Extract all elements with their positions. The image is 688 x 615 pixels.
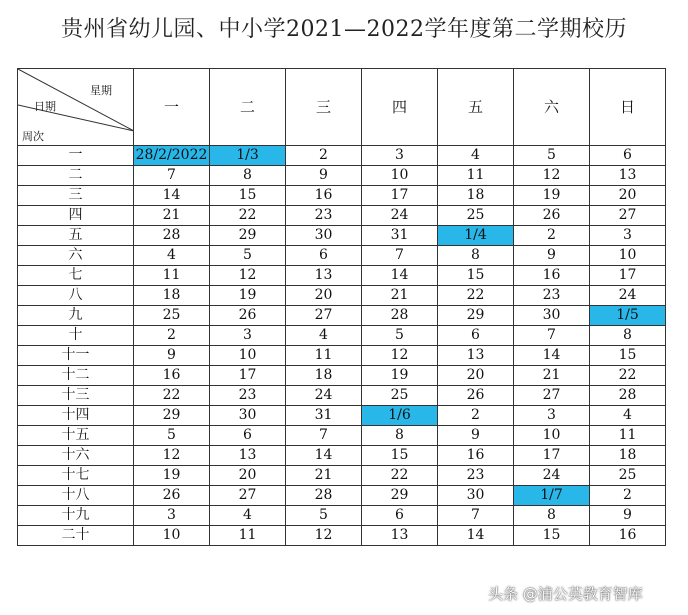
date-cell: 25 <box>134 306 210 326</box>
date-cell: 21 <box>134 206 210 226</box>
date-cell: 4 <box>134 246 210 266</box>
date-cell: 24 <box>590 286 666 306</box>
date-cell: 8 <box>210 166 286 186</box>
date-cell: 6 <box>286 246 362 266</box>
date-cell: 24 <box>514 466 590 486</box>
date-cell: 23 <box>210 386 286 406</box>
date-cell: 21 <box>286 466 362 486</box>
date-cell: 9 <box>514 246 590 266</box>
date-cell: 15 <box>514 526 590 546</box>
date-cell: 1/7 <box>514 486 590 506</box>
date-cell: 8 <box>362 426 438 446</box>
date-cell: 18 <box>286 366 362 386</box>
date-cell: 13 <box>286 266 362 286</box>
week-number-cell: 二十 <box>18 526 134 546</box>
date-cell: 25 <box>438 206 514 226</box>
date-cell: 10 <box>514 426 590 446</box>
date-cell: 4 <box>438 146 514 166</box>
date-cell: 18 <box>590 446 666 466</box>
date-cell: 2 <box>134 326 210 346</box>
date-cell: 28 <box>286 486 362 506</box>
date-cell: 12 <box>286 526 362 546</box>
date-cell: 27 <box>590 206 666 226</box>
date-cell: 30 <box>286 226 362 246</box>
date-cell: 13 <box>362 526 438 546</box>
date-cell: 29 <box>134 406 210 426</box>
date-cell: 26 <box>134 486 210 506</box>
week-number-cell: 十九 <box>18 506 134 526</box>
date-cell: 2 <box>514 226 590 246</box>
date-cell: 6 <box>210 426 286 446</box>
date-cell: 12 <box>210 266 286 286</box>
date-cell: 22 <box>362 466 438 486</box>
date-cell: 3 <box>590 226 666 246</box>
weekday-header-mon: 一 <box>134 69 210 146</box>
week-number-cell: 八 <box>18 286 134 306</box>
date-cell: 11 <box>590 426 666 446</box>
date-cell: 6 <box>590 146 666 166</box>
date-cell: 3 <box>514 406 590 426</box>
date-cell: 16 <box>438 446 514 466</box>
week-number-cell: 九 <box>18 306 134 326</box>
date-cell: 7 <box>134 166 210 186</box>
date-cell: 12 <box>362 346 438 366</box>
date-cell: 30 <box>514 306 590 326</box>
week-row <box>18 426 666 446</box>
date-cell: 5 <box>514 146 590 166</box>
week-number-cell: 七 <box>18 266 134 286</box>
date-cell: 1/5 <box>590 306 666 326</box>
date-cell: 27 <box>210 486 286 506</box>
week-row <box>18 406 666 426</box>
date-cell: 5 <box>286 506 362 526</box>
corner-label-weekday: 星期 <box>90 84 112 97</box>
date-cell: 22 <box>210 206 286 226</box>
date-cell: 9 <box>286 166 362 186</box>
date-cell: 15 <box>438 266 514 286</box>
date-cell: 25 <box>590 466 666 486</box>
week-number-cell: 十一 <box>18 346 134 366</box>
week-number-cell: 一 <box>18 146 134 166</box>
date-cell: 18 <box>134 286 210 306</box>
date-cell: 20 <box>438 366 514 386</box>
date-cell: 8 <box>514 506 590 526</box>
date-cell: 19 <box>210 286 286 306</box>
week-number-cell: 十 <box>18 326 134 346</box>
date-cell: 10 <box>590 246 666 266</box>
date-cell: 1/3 <box>210 146 286 166</box>
date-cell: 31 <box>362 226 438 246</box>
date-cell: 17 <box>590 266 666 286</box>
date-cell: 16 <box>134 366 210 386</box>
date-cell: 26 <box>210 306 286 326</box>
date-cell: 5 <box>362 326 438 346</box>
weekday-header-sun: 日 <box>590 69 666 146</box>
date-cell: 11 <box>286 346 362 366</box>
date-cell: 26 <box>438 386 514 406</box>
date-cell: 5 <box>210 246 286 266</box>
date-cell: 13 <box>438 346 514 366</box>
date-cell: 24 <box>362 206 438 226</box>
date-cell: 13 <box>210 446 286 466</box>
date-cell: 23 <box>514 286 590 306</box>
week-row <box>18 146 666 166</box>
school-calendar-table <box>17 68 666 546</box>
date-cell: 3 <box>134 506 210 526</box>
date-cell: 22 <box>438 286 514 306</box>
week-row <box>18 486 666 506</box>
week-number-cell: 六 <box>18 246 134 266</box>
date-cell: 2 <box>438 406 514 426</box>
date-cell: 14 <box>362 266 438 286</box>
date-cell: 15 <box>362 446 438 466</box>
date-cell: 9 <box>590 506 666 526</box>
date-cell: 14 <box>438 526 514 546</box>
date-cell: 28 <box>590 386 666 406</box>
date-cell: 15 <box>590 346 666 366</box>
date-cell: 10 <box>134 526 210 546</box>
date-cell: 21 <box>362 286 438 306</box>
week-row <box>18 346 666 366</box>
date-cell: 2 <box>286 146 362 166</box>
week-row <box>18 226 666 246</box>
date-cell: 20 <box>210 466 286 486</box>
date-cell: 8 <box>590 326 666 346</box>
date-cell: 19 <box>362 366 438 386</box>
week-row <box>18 186 666 206</box>
date-cell: 7 <box>438 506 514 526</box>
date-cell: 29 <box>438 306 514 326</box>
date-cell: 3 <box>210 326 286 346</box>
week-number-cell: 五 <box>18 226 134 246</box>
date-cell: 19 <box>514 186 590 206</box>
date-cell: 10 <box>362 166 438 186</box>
week-row <box>18 506 666 526</box>
date-cell: 26 <box>514 206 590 226</box>
week-row <box>18 446 666 466</box>
date-cell: 30 <box>438 486 514 506</box>
weekday-header-tue: 二 <box>210 69 286 146</box>
date-cell: 27 <box>286 306 362 326</box>
week-number-cell: 十二 <box>18 366 134 386</box>
date-cell: 5 <box>134 426 210 446</box>
week-row <box>18 286 666 306</box>
week-row <box>18 166 666 186</box>
corner-label-week: 周次 <box>22 130 44 143</box>
week-number-cell: 十六 <box>18 446 134 466</box>
date-cell: 11 <box>210 526 286 546</box>
date-cell: 19 <box>134 466 210 486</box>
date-cell: 1/4 <box>438 226 514 246</box>
date-cell: 1/6 <box>362 406 438 426</box>
date-cell: 20 <box>590 186 666 206</box>
date-cell: 12 <box>514 166 590 186</box>
week-number-cell: 二 <box>18 166 134 186</box>
date-cell: 16 <box>286 186 362 206</box>
week-number-cell: 三 <box>18 186 134 206</box>
date-cell: 6 <box>438 326 514 346</box>
page-title: 贵州省幼儿园、中小学2021—2022学年度第二学期校历 <box>61 17 627 42</box>
date-cell: 11 <box>438 166 514 186</box>
date-cell: 25 <box>362 386 438 406</box>
date-cell: 3 <box>362 146 438 166</box>
date-cell: 23 <box>438 466 514 486</box>
date-cell: 22 <box>134 386 210 406</box>
weekday-header-wed: 三 <box>286 69 362 146</box>
weekday-header-sat: 六 <box>514 69 590 146</box>
date-cell: 4 <box>286 326 362 346</box>
date-cell: 6 <box>362 506 438 526</box>
date-cell: 29 <box>210 226 286 246</box>
date-cell: 17 <box>514 446 590 466</box>
date-cell: 20 <box>286 286 362 306</box>
week-row <box>18 206 666 226</box>
date-cell: 28/2/2022 <box>134 146 210 166</box>
date-cell: 24 <box>286 386 362 406</box>
date-cell: 9 <box>438 426 514 446</box>
date-cell: 8 <box>438 246 514 266</box>
week-number-cell: 四 <box>18 206 134 226</box>
week-number-cell: 十七 <box>18 466 134 486</box>
date-cell: 23 <box>286 206 362 226</box>
date-cell: 17 <box>362 186 438 206</box>
date-cell: 12 <box>134 446 210 466</box>
date-cell: 29 <box>362 486 438 506</box>
date-cell: 17 <box>210 366 286 386</box>
date-cell: 28 <box>362 306 438 326</box>
weekday-header-thu: 四 <box>362 69 438 146</box>
date-cell: 2 <box>590 486 666 506</box>
week-row <box>18 526 666 546</box>
date-cell: 21 <box>514 366 590 386</box>
corner-label-date: 日期 <box>34 100 56 113</box>
date-cell: 16 <box>590 526 666 546</box>
weekday-header-row <box>18 69 666 146</box>
date-cell: 31 <box>286 406 362 426</box>
date-cell: 10 <box>210 346 286 366</box>
week-row <box>18 306 666 326</box>
date-cell: 4 <box>210 506 286 526</box>
date-cell: 15 <box>210 186 286 206</box>
date-cell: 30 <box>210 406 286 426</box>
week-row <box>18 266 666 286</box>
date-cell: 14 <box>134 186 210 206</box>
date-cell: 7 <box>514 326 590 346</box>
week-number-cell: 十五 <box>18 426 134 446</box>
date-cell: 14 <box>286 446 362 466</box>
week-number-cell: 十八 <box>18 486 134 506</box>
date-cell: 13 <box>590 166 666 186</box>
date-cell: 14 <box>514 346 590 366</box>
date-cell: 18 <box>438 186 514 206</box>
date-cell: 4 <box>590 406 666 426</box>
date-cell: 22 <box>590 366 666 386</box>
corner-header-cell <box>18 69 134 146</box>
date-cell: 28 <box>134 226 210 246</box>
week-row <box>18 326 666 346</box>
week-row <box>18 366 666 386</box>
date-cell: 27 <box>514 386 590 406</box>
date-cell: 7 <box>362 246 438 266</box>
date-cell: 7 <box>286 426 362 446</box>
week-row <box>18 386 666 406</box>
week-row <box>18 246 666 266</box>
weekday-header-fri: 五 <box>438 69 514 146</box>
date-cell: 16 <box>514 266 590 286</box>
week-number-cell: 十三 <box>18 386 134 406</box>
week-row <box>18 466 666 486</box>
watermark-text: 头条 @浦公英教育智库 <box>488 585 643 603</box>
date-cell: 9 <box>134 346 210 366</box>
week-number-cell: 十四 <box>18 406 134 426</box>
date-cell: 11 <box>134 266 210 286</box>
